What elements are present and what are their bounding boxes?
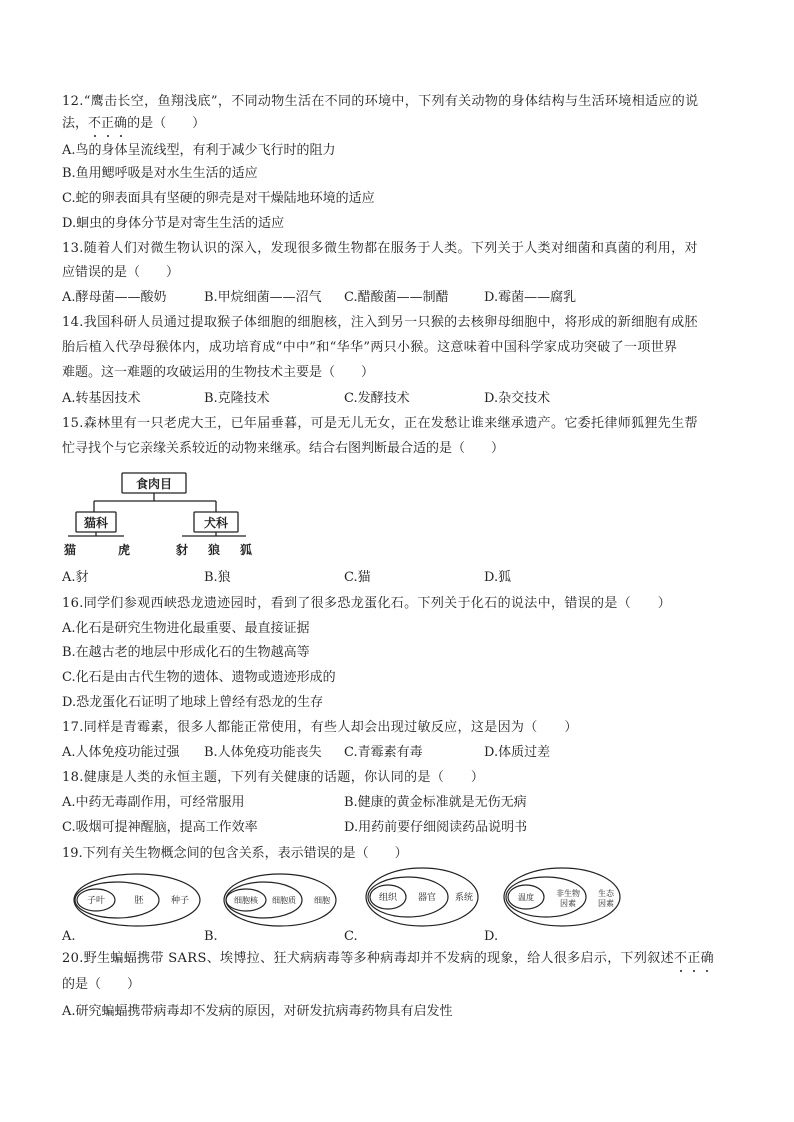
q14-stem-line3: 难题。这一难题的攻破运用的生物技术主要是（ ） <box>62 365 375 380</box>
q14-stem-line2: 胎后植入代孕母猴体内，成功培育成“中中”和“华华”两只小猴。这意味着中国科学家成功突破了一项世界 <box>62 340 678 355</box>
q16-option-c: C.化石是由古代生物的遗体、遗物或遗迹形成的 <box>62 670 336 685</box>
q19-option-b: B. <box>204 929 218 944</box>
q12-option-c: C.蛇的卵表面具有坚硬的卵壳是对干燥陆地环境的适应 <box>62 191 375 206</box>
q13-option-c: C.醋酸菌——制醋 <box>344 290 449 305</box>
q15-option-b: B.狼 <box>204 570 231 585</box>
q18-option-a: A.中药无毒副作用，可经常服用 <box>62 795 245 810</box>
q17-option-d: D.体质过差 <box>484 745 551 760</box>
q14-option-c: C.发酵技术 <box>344 391 410 406</box>
q14-stem-line1: 14.我国科研人员通过提取猴子体细胞的细胞核，注入到另一只猴的去核卵母细胞中，将形成的新细胞有成胚 <box>62 315 698 330</box>
emphasis-char: 正 <box>101 116 115 131</box>
q20-stem-line2: 的是（ ） <box>62 977 141 992</box>
q18-option-b: B.健康的黄金标准就是无伤无病 <box>344 795 527 810</box>
q14-option-b: B.克隆技术 <box>204 391 270 406</box>
q19-option-a: A. <box>62 929 76 944</box>
q17-stem: 17.同样是青霉素，很多人都能正常使用，有些人却会出现过敏反应，这是因为（ ） <box>62 720 578 735</box>
emphasis-char: 正 <box>687 951 701 966</box>
q13-stem-line1: 13.随着人们对微生物认识的深入，发现很多微生物都在服务于人类。下列关于人类对细菌和真菌的利用，对 <box>62 241 698 256</box>
q13-option-d: D.霉菌——腐乳 <box>484 290 577 305</box>
emphasis-char: 确 <box>114 116 128 131</box>
q15-classification-tree <box>60 468 260 560</box>
q19d-outer-term: 生态因素 <box>598 889 614 908</box>
q16-option-d: D.恐龙蛋化石证明了地球上曾经有恐龙的生存 <box>62 695 324 710</box>
tree-right-family: 犬科 <box>203 516 229 530</box>
q15-stem-line1: 15.森林里有一只老虎大王，已年届垂暮，可是无儿无女，正在发愁让谁来继承遗产。它委托律师狐狸先生帮 <box>62 416 698 431</box>
q13-stem-line2: 应错误的是（ ） <box>62 265 180 280</box>
q20-stem-prefix: 20.野生蝙蝠携带 SARS、埃博拉、狂犬病病毒等多种病毒却并不发病的现象，给人很多启示，下列叙述 <box>62 951 674 966</box>
q19a-middle-term: 胚 <box>134 896 144 906</box>
q19-stem: 19.下列有关生物概念间的包含关系，表示错误的是（ ） <box>62 846 408 861</box>
q17-option-c: C.青霉素有毒 <box>344 745 423 760</box>
q12-stem-line1: 12.“鹰击长空，鱼翔浅底”，不同动物生活在不同的环境中，下列有关动物的身体结构与生活环境相适应的说 <box>62 94 699 109</box>
q16-option-a: A.化石是研究生物进化最重要、最直接证据 <box>62 621 310 636</box>
q15-option-c: C.猫 <box>344 570 371 585</box>
q12-stem-suffix: 的是（ ） <box>127 116 206 131</box>
q19c-inner-term: 组织 <box>378 893 398 903</box>
q14-option-d: D.杂交技术 <box>484 391 551 406</box>
emphasis-char: 确 <box>700 951 715 966</box>
emphasis-char: 不 <box>88 116 102 131</box>
q20-emphasis-dotted <box>674 951 714 966</box>
q19-diagram-d <box>502 866 624 928</box>
q12-option-a: A.鸟的身体呈流线型，有利于减少飞行时的阻力 <box>62 143 336 158</box>
tree-member-tiger: 虎 <box>117 543 131 557</box>
q15-option-a: A.豺 <box>62 570 89 585</box>
q18-option-d: D.用药前要仔细阅读药品说明书 <box>344 820 528 835</box>
emphasis-char: 不 <box>673 951 688 966</box>
q16-stem: 16.同学们参观西峡恐龙遗迹园时，看到了很多恐龙蛋化石。下列关于化石的说法中，错误的是（ ） <box>62 596 672 611</box>
tree-member-cat: 猫 <box>63 543 77 557</box>
q20-option-a: A.研究蝙蝠携带病毒却不发病的原因，对研发抗病毒药物具有启发性 <box>62 1004 453 1019</box>
q20-stem-line1 <box>62 951 714 967</box>
tree-member-wolf: 狼 <box>207 543 221 557</box>
tree-root-label: 食肉目 <box>135 477 173 491</box>
q19b-middle-term: 细胞质 <box>272 896 296 905</box>
q12-stem-prefix: 法， <box>62 116 89 131</box>
q12-option-d: D.蛔虫的身体分节是对寄生生活的适应 <box>62 216 285 231</box>
q15-option-d: D.狐 <box>484 570 512 585</box>
q19c-middle-term: 器官 <box>417 893 437 903</box>
tree-left-family: 猫科 <box>83 516 109 530</box>
q19-diagram-c <box>364 866 484 928</box>
q12-stem-line2 <box>62 116 205 132</box>
q12-option-b: B.鱼用鳃呼吸是对水生生活的适应 <box>62 166 258 181</box>
q12-emphasis-dotted <box>88 116 127 131</box>
q19-diagram-a <box>72 872 202 928</box>
q19b-outer-term: 细胞 <box>314 896 330 905</box>
q17-option-b: B.人体免疫功能丧失 <box>204 745 322 760</box>
q19-option-d: D. <box>484 929 499 944</box>
q19b-inner-term: 细胞核 <box>234 896 258 905</box>
q15-stem-line2: 忙寻找个与它亲缘关系较近的动物来继承。结合右图判断最合适的是（ ） <box>62 441 505 456</box>
tree-member-fox: 狐 <box>239 543 253 557</box>
q19a-outer-term: 种子 <box>170 896 190 906</box>
q19-option-c: C. <box>344 929 358 944</box>
q19d-middle-term: 非生物因素 <box>556 889 580 908</box>
q16-option-b: B.在越古老的地层中形成化石的生物越高等 <box>62 645 310 660</box>
q19-diagram-b <box>222 872 342 928</box>
q19a-inner-term: 子叶 <box>86 896 106 906</box>
q18-option-c: C.吸烟可提神醒脑，提高工作效率 <box>62 820 258 835</box>
tree-member-dhole: 豺 <box>175 543 189 557</box>
q13-option-a: A.酵母菌——酸奶 <box>62 290 167 305</box>
q13-option-b: B.甲烷细菌——沼气 <box>204 290 322 305</box>
q17-option-a: A.人体免疫功能过强 <box>62 745 180 760</box>
q19d-inner-term: 温度 <box>518 893 534 902</box>
q18-stem: 18.健康是人类的永恒主题，下列有关健康的话题，你认同的是（ ） <box>62 770 485 785</box>
q19c-outer-term: 系统 <box>454 893 474 903</box>
q14-option-a: A.转基因技术 <box>62 391 141 406</box>
